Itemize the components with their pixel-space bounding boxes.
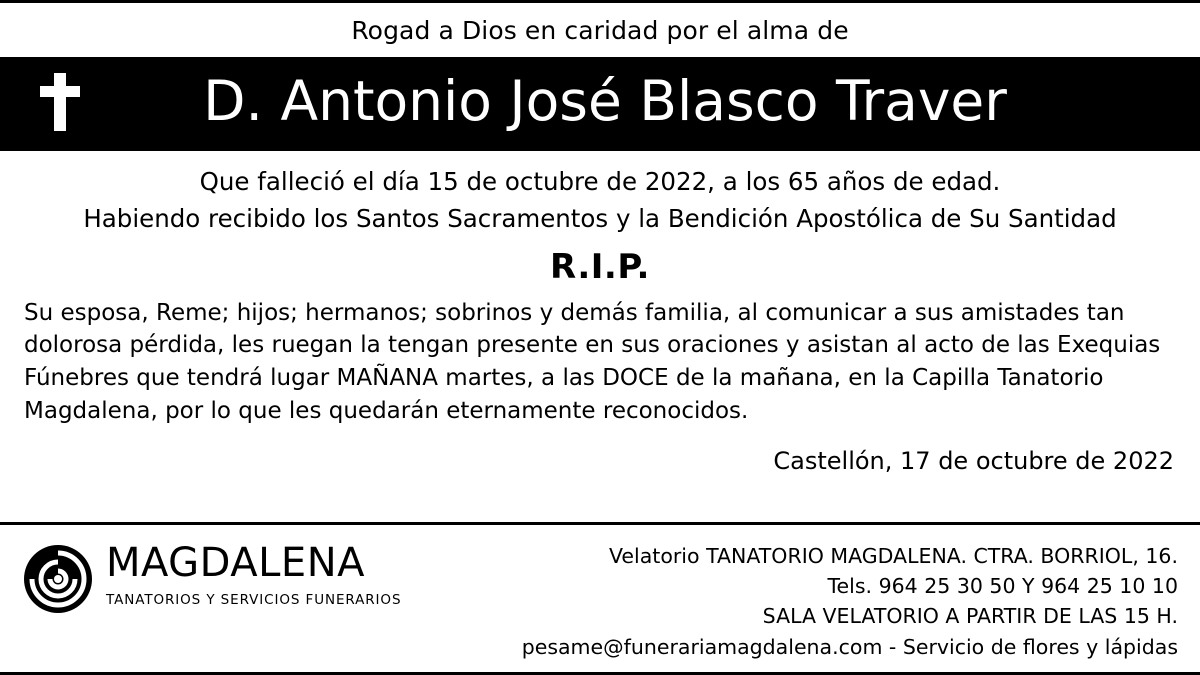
brand-name: MAGDALENA (106, 539, 365, 586)
rip-text: R.I.P. (550, 246, 650, 287)
name-banner (0, 57, 1200, 151)
contact-line-hours: SALA VELATORIO A PARTIR DE LAS 15 H. (762, 604, 1178, 629)
contact-line-email: pesame@funerariamagdalena.com - Servicio de flores y lápidas (521, 634, 1178, 659)
family-message: Su esposa, Reme; hijos; hermanos; sobrinos y demás familia, al comunicar a sus amistades tan dolorosa pérdida, les ruegan la tengan presente en sus oraciones y asistan al acto de las Exequias Fúnebres que tendrá lugar MAÑANA martes, a las DOCE de la mañana, en la Capilla Tanatorio Magdalena, por lo que les quedarán eternamente reconocidos. (24, 299, 1161, 424)
brand-block (22, 537, 401, 619)
spiral-logo-icon (22, 543, 94, 619)
invocation-line: Rogad a Dios en caridad por el alma de (351, 16, 849, 45)
footer (0, 522, 1200, 672)
brand-tagline: TANATORIOS Y SERVICIOS FUNERARIOS (106, 591, 402, 608)
place-and-date: Castellón, 17 de octubre de 2022 (773, 447, 1174, 476)
contact-line-address: Velatorio TANATORIO MAGDALENA. CTRA. BORRIOL, 16. (609, 543, 1178, 568)
death-line: Que falleció el día 15 de octubre de 2022, a los 65 años de edad. (199, 166, 1001, 196)
sacraments-line: Habiendo recibido los Santos Sacramentos y la Bendición Apostólica de Su Santidad (83, 204, 1117, 234)
deceased-name: D. Antonio José Blasco Traver (203, 68, 1007, 133)
brand-text (106, 539, 402, 608)
latin-cross-icon (0, 73, 120, 131)
notice-body (0, 151, 1200, 510)
contact-line-phones: Tels. 964 25 30 50 Y 964 25 10 10 (827, 574, 1178, 599)
contact-block (401, 537, 1178, 662)
